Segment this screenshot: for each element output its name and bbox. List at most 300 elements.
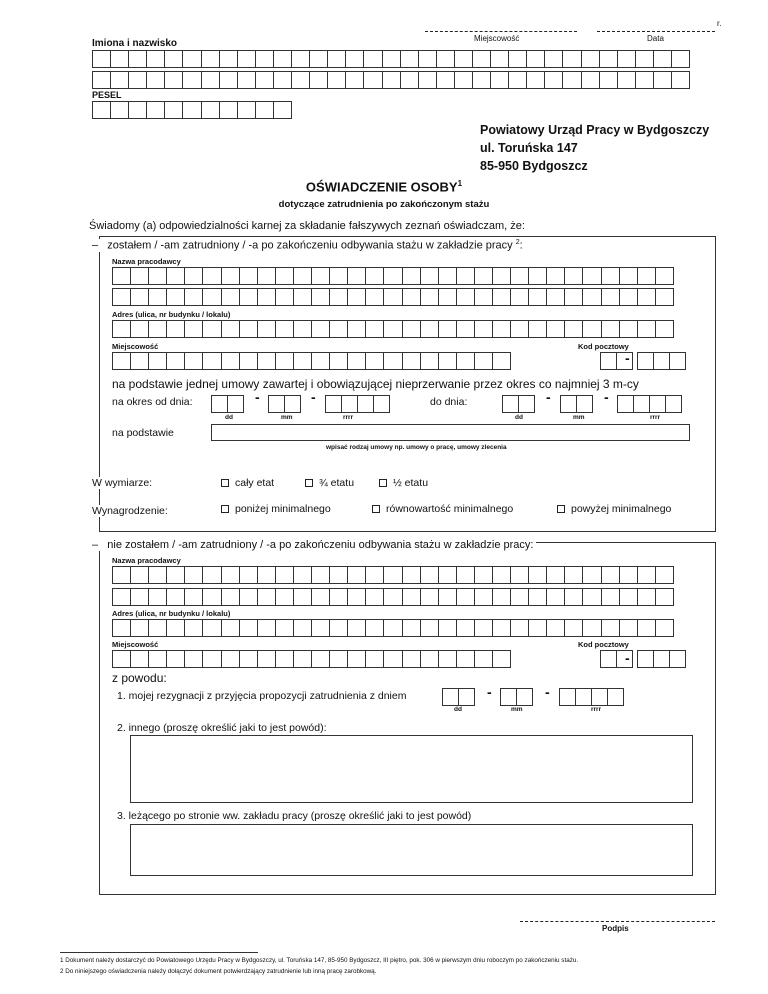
input-cell[interactable] — [110, 101, 129, 119]
input-cell[interactable] — [637, 650, 654, 668]
salary-option-equal[interactable] — [372, 503, 513, 515]
input-cell[interactable] — [402, 566, 421, 584]
input-cell[interactable] — [671, 50, 690, 68]
input-cell[interactable] — [219, 71, 238, 89]
input-cell[interactable] — [420, 588, 439, 606]
input-cell[interactable] — [363, 71, 382, 89]
input-cell[interactable] — [311, 650, 330, 668]
input-cell[interactable] — [418, 71, 437, 89]
input-cell[interactable] — [510, 320, 529, 338]
input-cell[interactable] — [239, 650, 258, 668]
input-cell[interactable] — [166, 352, 185, 370]
checkbox-icon[interactable] — [372, 505, 380, 513]
postal-grid-2b[interactable] — [637, 650, 685, 668]
input-cell[interactable] — [653, 50, 672, 68]
input-cell[interactable] — [518, 395, 535, 413]
input-cell[interactable] — [327, 71, 346, 89]
input-cell[interactable] — [599, 71, 618, 89]
input-cell[interactable] — [257, 352, 276, 370]
input-cell[interactable] — [112, 267, 131, 285]
input-cell[interactable] — [365, 288, 384, 306]
input-cell[interactable] — [456, 288, 475, 306]
input-cell[interactable] — [239, 588, 258, 606]
input-cell[interactable] — [564, 288, 583, 306]
input-cell[interactable] — [559, 688, 576, 706]
input-cell[interactable] — [383, 267, 402, 285]
input-cell[interactable] — [472, 50, 491, 68]
input-cell[interactable] — [544, 50, 563, 68]
input-cell[interactable] — [474, 566, 493, 584]
input-cell[interactable] — [653, 650, 670, 668]
signature-line[interactable] — [520, 921, 715, 922]
input-cell[interactable] — [211, 395, 228, 413]
input-cell[interactable] — [400, 71, 419, 89]
input-cell[interactable] — [293, 320, 312, 338]
input-cell[interactable] — [130, 619, 149, 637]
input-cell[interactable] — [456, 650, 475, 668]
input-cell[interactable] — [546, 588, 565, 606]
input-cell[interactable] — [184, 267, 203, 285]
from-rrrr[interactable] — [325, 395, 389, 413]
input-cell[interactable] — [438, 288, 457, 306]
input-cell[interactable] — [329, 619, 348, 637]
input-cell[interactable] — [402, 288, 421, 306]
input-cell[interactable] — [273, 101, 292, 119]
input-cell[interactable] — [325, 395, 342, 413]
input-cell[interactable] — [655, 588, 674, 606]
input-cell[interactable] — [166, 267, 185, 285]
input-cell[interactable] — [166, 650, 185, 668]
input-cell[interactable] — [164, 101, 183, 119]
workload-option-three-quarters[interactable] — [305, 477, 354, 489]
name-grid-row-1[interactable] — [92, 50, 689, 68]
input-cell[interactable] — [601, 588, 620, 606]
input-cell[interactable] — [148, 352, 167, 370]
employer-grid-1b[interactable] — [112, 288, 673, 306]
input-cell[interactable] — [130, 288, 149, 306]
input-cell[interactable] — [309, 50, 328, 68]
input-cell[interactable] — [184, 320, 203, 338]
input-cell[interactable] — [474, 320, 493, 338]
input-cell[interactable] — [546, 267, 565, 285]
input-cell[interactable] — [438, 650, 457, 668]
input-cell[interactable] — [202, 288, 221, 306]
input-cell[interactable] — [184, 566, 203, 584]
input-cell[interactable] — [420, 352, 439, 370]
input-cell[interactable] — [373, 395, 390, 413]
input-cell[interactable] — [255, 101, 274, 119]
input-cell[interactable] — [582, 619, 601, 637]
input-cell[interactable] — [110, 71, 129, 89]
input-cell[interactable] — [420, 619, 439, 637]
input-cell[interactable] — [148, 588, 167, 606]
input-cell[interactable] — [130, 588, 149, 606]
input-cell[interactable] — [617, 50, 636, 68]
checkbox-icon[interactable] — [557, 505, 565, 513]
input-cell[interactable] — [166, 566, 185, 584]
input-cell[interactable] — [442, 688, 459, 706]
input-cell[interactable] — [293, 267, 312, 285]
input-cell[interactable] — [221, 588, 240, 606]
input-cell[interactable] — [257, 320, 276, 338]
input-cell[interactable] — [257, 267, 276, 285]
input-cell[interactable] — [146, 50, 165, 68]
input-cell[interactable] — [221, 619, 240, 637]
input-cell[interactable] — [347, 588, 366, 606]
input-cell[interactable] — [293, 619, 312, 637]
input-cell[interactable] — [239, 352, 258, 370]
input-cell[interactable] — [528, 566, 547, 584]
input-cell[interactable] — [347, 619, 366, 637]
pesel-grid[interactable] — [92, 101, 291, 119]
input-cell[interactable] — [221, 267, 240, 285]
address-grid-1[interactable] — [112, 320, 673, 338]
input-cell[interactable] — [329, 288, 348, 306]
input-cell[interactable] — [341, 395, 358, 413]
input-cell[interactable] — [637, 566, 656, 584]
input-cell[interactable] — [293, 650, 312, 668]
input-cell[interactable] — [516, 688, 533, 706]
input-cell[interactable] — [492, 352, 511, 370]
input-cell[interactable] — [456, 352, 475, 370]
input-cell[interactable] — [329, 566, 348, 584]
input-cell[interactable] — [219, 50, 238, 68]
input-cell[interactable] — [293, 352, 312, 370]
input-cell[interactable] — [637, 320, 656, 338]
input-cell[interactable] — [474, 619, 493, 637]
input-cell[interactable] — [528, 320, 547, 338]
input-cell[interactable] — [599, 50, 618, 68]
input-cell[interactable] — [202, 650, 221, 668]
input-cell[interactable] — [454, 71, 473, 89]
input-cell[interactable] — [329, 588, 348, 606]
input-cell[interactable] — [345, 50, 364, 68]
input-cell[interactable] — [456, 566, 475, 584]
input-cell[interactable] — [436, 50, 455, 68]
input-cell[interactable] — [669, 650, 686, 668]
input-cell[interactable] — [146, 71, 165, 89]
input-cell[interactable] — [564, 588, 583, 606]
input-cell[interactable] — [492, 588, 511, 606]
input-cell[interactable] — [456, 267, 475, 285]
input-cell[interactable] — [166, 320, 185, 338]
input-cell[interactable] — [382, 71, 401, 89]
input-cell[interactable] — [148, 650, 167, 668]
input-cell[interactable] — [202, 320, 221, 338]
input-cell[interactable] — [591, 688, 608, 706]
input-cell[interactable] — [458, 688, 475, 706]
input-cell[interactable] — [619, 619, 638, 637]
input-cell[interactable] — [130, 352, 149, 370]
input-cell[interactable] — [546, 619, 565, 637]
input-cell[interactable] — [329, 320, 348, 338]
input-cell[interactable] — [420, 650, 439, 668]
input-cell[interactable] — [581, 71, 600, 89]
input-cell[interactable] — [268, 395, 285, 413]
input-cell[interactable] — [508, 71, 527, 89]
checkbox-icon[interactable] — [221, 505, 229, 513]
input-cell[interactable] — [560, 395, 577, 413]
input-cell[interactable] — [365, 566, 384, 584]
input-cell[interactable] — [510, 566, 529, 584]
input-cell[interactable] — [528, 619, 547, 637]
input-cell[interactable] — [202, 619, 221, 637]
input-cell[interactable] — [456, 619, 475, 637]
input-cell[interactable] — [365, 267, 384, 285]
input-cell[interactable] — [436, 71, 455, 89]
input-cell[interactable] — [221, 320, 240, 338]
input-cell[interactable] — [420, 288, 439, 306]
input-cell[interactable] — [128, 101, 147, 119]
input-cell[interactable] — [582, 267, 601, 285]
input-cell[interactable] — [617, 395, 634, 413]
checkbox-icon[interactable] — [305, 479, 313, 487]
input-cell[interactable] — [257, 650, 276, 668]
input-cell[interactable] — [112, 320, 131, 338]
input-cell[interactable] — [146, 101, 165, 119]
input-cell[interactable] — [365, 588, 384, 606]
input-cell[interactable] — [365, 352, 384, 370]
input-cell[interactable] — [239, 320, 258, 338]
input-cell[interactable] — [221, 288, 240, 306]
input-cell[interactable] — [510, 619, 529, 637]
input-cell[interactable] — [239, 619, 258, 637]
input-cell[interactable] — [544, 71, 563, 89]
input-cell[interactable] — [637, 619, 656, 637]
checkbox-icon[interactable] — [379, 479, 387, 487]
input-cell[interactable] — [402, 588, 421, 606]
input-cell[interactable] — [510, 588, 529, 606]
input-cell[interactable] — [402, 320, 421, 338]
input-cell[interactable] — [311, 288, 330, 306]
input-cell[interactable] — [637, 288, 656, 306]
input-cell[interactable] — [237, 50, 256, 68]
input-cell[interactable] — [148, 566, 167, 584]
input-cell[interactable] — [130, 320, 149, 338]
input-cell[interactable] — [635, 71, 654, 89]
input-cell[interactable] — [329, 267, 348, 285]
input-cell[interactable] — [92, 50, 111, 68]
input-cell[interactable] — [655, 320, 674, 338]
input-cell[interactable] — [311, 352, 330, 370]
input-cell[interactable] — [655, 566, 674, 584]
input-cell[interactable] — [275, 267, 294, 285]
input-cell[interactable] — [237, 71, 256, 89]
input-cell[interactable] — [564, 619, 583, 637]
reason-3-textarea[interactable] — [130, 824, 693, 876]
input-cell[interactable] — [202, 267, 221, 285]
input-cell[interactable] — [128, 50, 147, 68]
input-cell[interactable] — [347, 566, 366, 584]
input-cell[interactable] — [402, 352, 421, 370]
city-grid-1[interactable] — [112, 352, 510, 370]
input-cell[interactable] — [92, 71, 111, 89]
input-cell[interactable] — [329, 352, 348, 370]
input-cell[interactable] — [347, 288, 366, 306]
input-cell[interactable] — [239, 288, 258, 306]
input-cell[interactable] — [492, 566, 511, 584]
input-cell[interactable] — [357, 395, 374, 413]
input-cell[interactable] — [619, 267, 638, 285]
input-cell[interactable] — [576, 395, 593, 413]
input-cell[interactable] — [182, 101, 201, 119]
input-cell[interactable] — [607, 688, 624, 706]
input-cell[interactable] — [273, 50, 292, 68]
input-cell[interactable] — [581, 50, 600, 68]
input-cell[interactable] — [128, 71, 147, 89]
input-cell[interactable] — [275, 650, 294, 668]
input-cell[interactable] — [257, 619, 276, 637]
input-cell[interactable] — [284, 395, 301, 413]
input-cell[interactable] — [438, 267, 457, 285]
input-cell[interactable] — [130, 566, 149, 584]
input-cell[interactable] — [148, 267, 167, 285]
input-cell[interactable] — [562, 71, 581, 89]
input-cell[interactable] — [184, 288, 203, 306]
input-cell[interactable] — [400, 50, 419, 68]
input-cell[interactable] — [619, 566, 638, 584]
input-cell[interactable] — [474, 650, 493, 668]
input-cell[interactable] — [275, 352, 294, 370]
input-cell[interactable] — [221, 352, 240, 370]
input-cell[interactable] — [492, 288, 511, 306]
input-cell[interactable] — [112, 352, 131, 370]
input-cell[interactable] — [164, 50, 183, 68]
input-cell[interactable] — [257, 588, 276, 606]
input-cell[interactable] — [619, 320, 638, 338]
input-cell[interactable] — [329, 650, 348, 668]
input-cell[interactable] — [653, 71, 672, 89]
input-cell[interactable] — [92, 101, 111, 119]
input-cell[interactable] — [619, 588, 638, 606]
input-cell[interactable] — [219, 101, 238, 119]
input-cell[interactable] — [492, 650, 511, 668]
input-cell[interactable] — [637, 267, 656, 285]
input-cell[interactable] — [184, 619, 203, 637]
input-cell[interactable] — [492, 267, 511, 285]
salary-option-above[interactable] — [557, 503, 671, 515]
workload-option-full[interactable] — [221, 477, 274, 489]
reason-date-dd[interactable] — [442, 688, 474, 706]
input-cell[interactable] — [402, 619, 421, 637]
from-mm[interactable] — [268, 395, 300, 413]
input-cell[interactable] — [383, 352, 402, 370]
input-cell[interactable] — [130, 650, 149, 668]
input-cell[interactable] — [201, 71, 220, 89]
input-cell[interactable] — [564, 320, 583, 338]
reason-date-mm[interactable] — [500, 688, 532, 706]
input-cell[interactable] — [438, 566, 457, 584]
input-cell[interactable] — [474, 588, 493, 606]
input-cell[interactable] — [166, 588, 185, 606]
input-cell[interactable] — [221, 566, 240, 584]
input-cell[interactable] — [184, 650, 203, 668]
input-cell[interactable] — [148, 320, 167, 338]
input-cell[interactable] — [383, 588, 402, 606]
input-cell[interactable] — [309, 71, 328, 89]
input-cell[interactable] — [383, 619, 402, 637]
input-cell[interactable] — [112, 588, 131, 606]
input-cell[interactable] — [637, 588, 656, 606]
from-dd[interactable] — [211, 395, 243, 413]
employer-grid-1a[interactable] — [112, 267, 673, 285]
input-cell[interactable] — [184, 352, 203, 370]
to-rrrr[interactable] — [617, 395, 681, 413]
input-cell[interactable] — [182, 71, 201, 89]
input-cell[interactable] — [472, 71, 491, 89]
input-cell[interactable] — [438, 352, 457, 370]
input-cell[interactable] — [456, 588, 475, 606]
input-cell[interactable] — [562, 50, 581, 68]
checkbox-icon[interactable] — [221, 479, 229, 487]
input-cell[interactable] — [508, 50, 527, 68]
input-cell[interactable] — [420, 566, 439, 584]
date-line[interactable] — [597, 31, 715, 32]
input-cell[interactable] — [600, 650, 617, 668]
input-cell[interactable] — [327, 50, 346, 68]
input-cell[interactable] — [112, 650, 131, 668]
input-cell[interactable] — [257, 566, 276, 584]
input-cell[interactable] — [619, 288, 638, 306]
input-cell[interactable] — [546, 288, 565, 306]
input-cell[interactable] — [164, 71, 183, 89]
input-cell[interactable] — [273, 71, 292, 89]
input-cell[interactable] — [637, 352, 654, 370]
input-cell[interactable] — [526, 71, 545, 89]
input-cell[interactable] — [347, 267, 366, 285]
input-cell[interactable] — [293, 588, 312, 606]
input-cell[interactable] — [227, 395, 244, 413]
input-cell[interactable] — [671, 71, 690, 89]
input-cell[interactable] — [528, 288, 547, 306]
input-cell[interactable] — [275, 566, 294, 584]
input-cell[interactable] — [365, 619, 384, 637]
input-cell[interactable] — [490, 50, 509, 68]
input-cell[interactable] — [201, 101, 220, 119]
input-cell[interactable] — [347, 650, 366, 668]
input-cell[interactable] — [311, 588, 330, 606]
address-grid-2[interactable] — [112, 619, 673, 637]
input-cell[interactable] — [474, 288, 493, 306]
input-cell[interactable] — [112, 566, 131, 584]
input-cell[interactable] — [601, 267, 620, 285]
input-cell[interactable] — [510, 267, 529, 285]
input-cell[interactable] — [510, 288, 529, 306]
input-cell[interactable] — [202, 352, 221, 370]
input-cell[interactable] — [500, 688, 517, 706]
input-cell[interactable] — [528, 267, 547, 285]
input-cell[interactable] — [438, 619, 457, 637]
input-cell[interactable] — [148, 619, 167, 637]
input-cell[interactable] — [237, 101, 256, 119]
city-grid-2[interactable] — [112, 650, 510, 668]
input-cell[interactable] — [438, 320, 457, 338]
input-cell[interactable] — [655, 288, 674, 306]
to-dd[interactable] — [502, 395, 534, 413]
input-cell[interactable] — [202, 588, 221, 606]
input-cell[interactable] — [665, 395, 682, 413]
name-grid-row-2[interactable] — [92, 71, 689, 89]
input-cell[interactable] — [201, 50, 220, 68]
input-cell[interactable] — [275, 588, 294, 606]
input-cell[interactable] — [148, 288, 167, 306]
input-cell[interactable] — [257, 288, 276, 306]
input-cell[interactable] — [617, 71, 636, 89]
input-cell[interactable] — [202, 566, 221, 584]
input-cell[interactable] — [655, 267, 674, 285]
input-cell[interactable] — [582, 320, 601, 338]
input-cell[interactable] — [474, 352, 493, 370]
